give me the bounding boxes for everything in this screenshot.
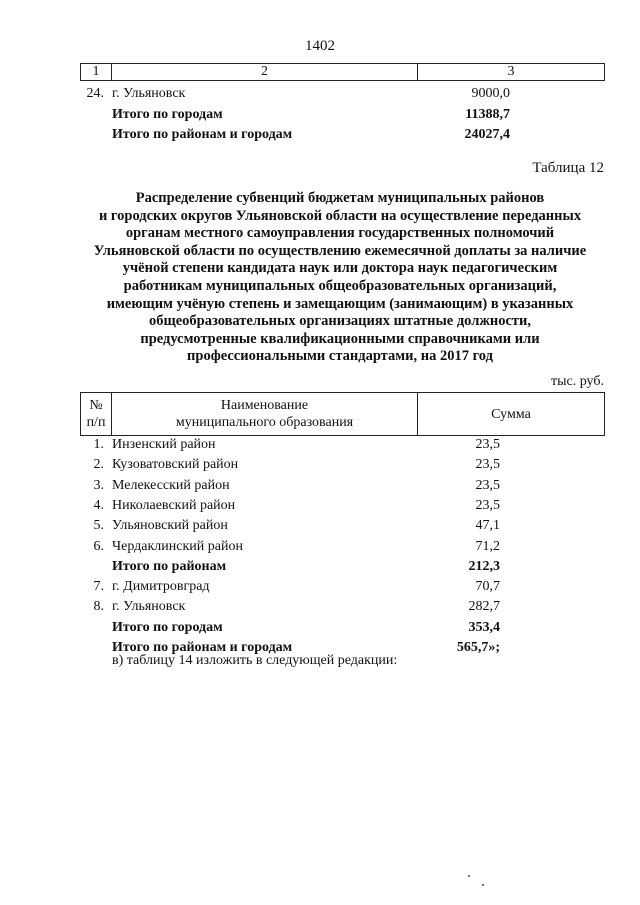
row-name: Итого по районам и городам: [112, 127, 293, 142]
row-number: 24.: [86, 86, 104, 101]
row-value: 23,5: [475, 477, 500, 493]
row-name: Ульяновский район: [112, 518, 228, 534]
row-name: г. Ульяновск: [112, 86, 186, 101]
row-value: 23,5: [475, 497, 500, 513]
row-name: Инзенский район: [112, 437, 216, 452]
table-title: [70, 190, 610, 366]
row-number: 3.: [93, 477, 104, 493]
row-value: 24027,4: [464, 127, 510, 142]
row-value: 70,7: [475, 579, 500, 595]
title-line: Распределение субвенций бюджетам муниципальных районов: [135, 190, 545, 206]
row-number: 8.: [93, 599, 104, 615]
row-value: 23,5: [475, 437, 500, 452]
header-name: Наименование муниципального образования: [112, 393, 418, 436]
page-number: 1402: [305, 38, 335, 54]
header-sum: Сумма: [418, 393, 605, 436]
row-name: г. Димитровград: [112, 579, 210, 595]
table-label: Таблица 12: [532, 160, 604, 176]
row-number: 7.: [93, 579, 104, 595]
row-name: Чердаклинский район: [112, 538, 243, 554]
top-table-header: [80, 63, 605, 81]
row-name: Итого по районам: [112, 558, 227, 574]
scan-speck: [468, 875, 470, 877]
row-value: 71,2: [475, 538, 500, 554]
title-line: и городских округов Ульяновской области на осуществление переданных: [98, 207, 582, 224]
row-name: г. Ульяновск: [112, 599, 186, 615]
top-col-1: 1: [81, 64, 112, 81]
row-number: 5.: [93, 518, 104, 534]
row-value: 9000,0: [471, 86, 510, 101]
closing-text: в) таблицу 14 изложить в следующей редакции:: [112, 653, 398, 668]
row-value: 47,1: [475, 518, 500, 534]
row-name: Итого по городам: [112, 619, 223, 635]
row-name: Кузоватовский район: [112, 457, 239, 473]
row-value: 11388,7: [465, 106, 510, 122]
units-label: тыс. руб.: [551, 374, 604, 389]
title-line: общеобразовательных организациях штатные должности,: [148, 313, 532, 330]
row-name: Итого по районам и городам: [112, 640, 293, 655]
row-value: 353,4: [468, 619, 500, 635]
row-name: Итого по городам: [112, 106, 223, 122]
top-col-2: 2: [112, 64, 418, 81]
row-value: 282,7: [468, 599, 500, 615]
row-number: 4.: [93, 497, 104, 513]
title-line: работникам муниципальных общеобразовательных организаций,: [123, 277, 557, 294]
title-line: органам местного самоуправления государственных полномочий: [125, 225, 555, 242]
main-table-header: [80, 392, 605, 436]
title-line: имеющим учёную степень и замещающим (занимающим) в указанных: [106, 295, 574, 312]
row-value: 212,3: [468, 558, 500, 574]
row-value: 23,5: [475, 457, 500, 473]
row-value: 565,7»;: [456, 640, 500, 655]
row-number: 2.: [93, 457, 104, 473]
row-name: Николаевский район: [112, 497, 236, 513]
title-line: предусмотренные квалификационными справочниками или: [140, 330, 540, 347]
title-line: профессиональными стандартами, на 2017 год: [187, 348, 493, 365]
title-line: учёной степени кандидата наук или доктора наук педагогическим: [122, 260, 558, 277]
row-name: Мелекесский район: [112, 477, 230, 493]
scan-speck: [482, 884, 484, 886]
top-col-3: 3: [418, 64, 605, 81]
title-line: Ульяновской области по осуществлению ежемесячной доплаты за наличие: [93, 242, 587, 259]
row-number: 6.: [93, 538, 104, 554]
row-number: 1.: [93, 437, 104, 452]
header-number: № п/п: [81, 393, 112, 436]
